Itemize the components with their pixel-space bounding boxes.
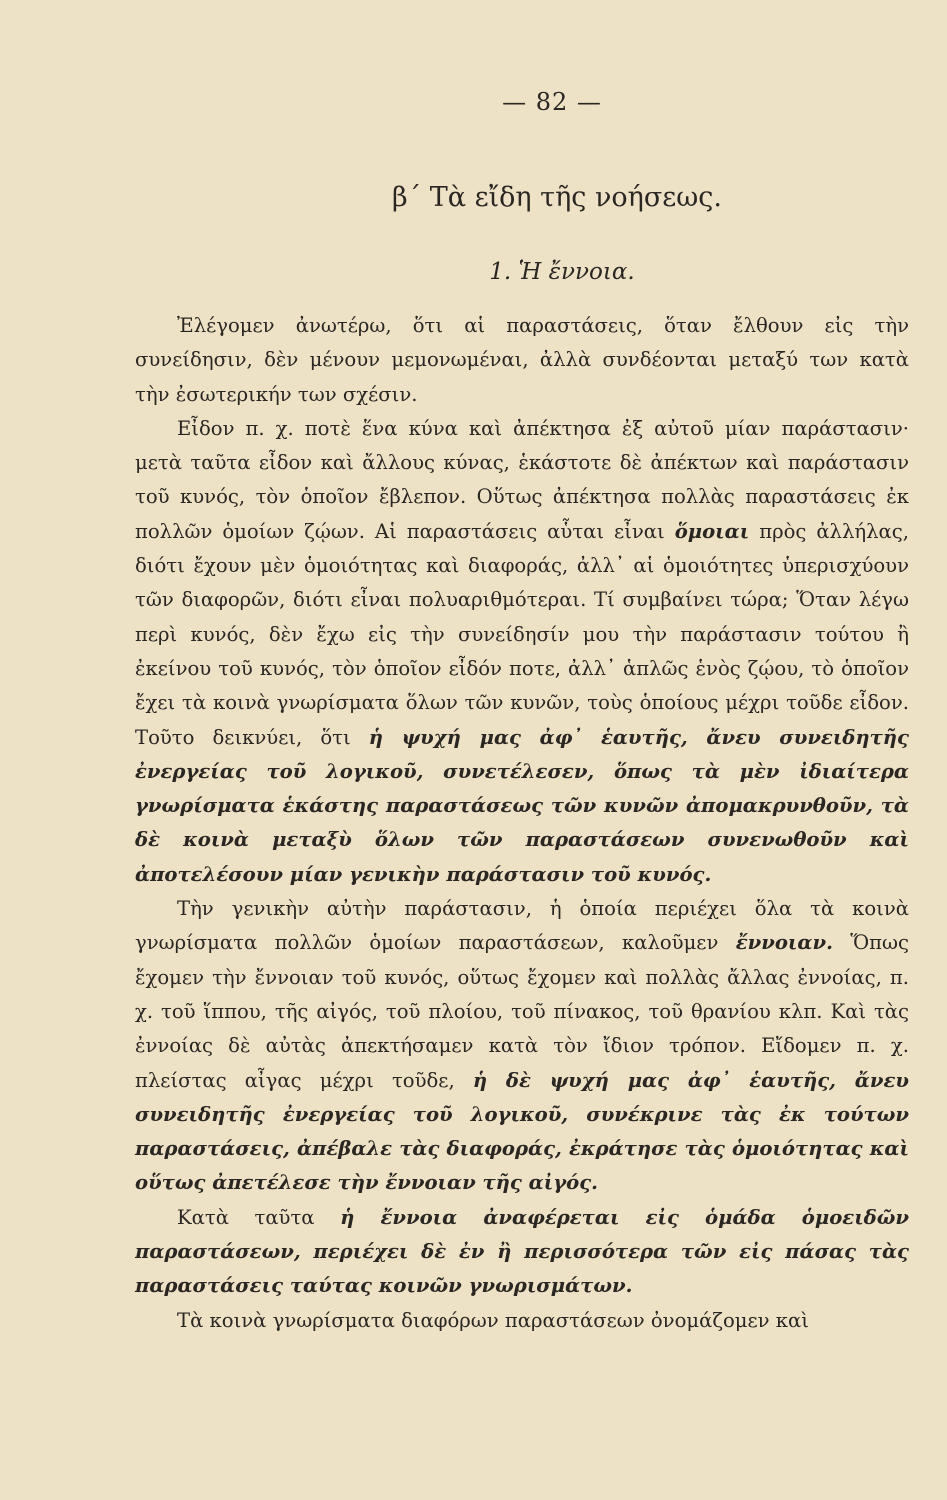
paragraph-2: [135, 412, 909, 892]
text-run: Ἐλέγομεν ἀνωτέρω, ὅτι αἱ παραστάσεις, ὅταν ἔλθουν εἰς τὴν συνείδησιν, δὲν μένουν μεμονωμέναι, ἀλλὰ συνδέονται μεταξύ των κατὰ τὴν ἐσωτερικήν των σχέσιν.: [135, 314, 909, 406]
subsection-title: 1. Ἡ ἔννοια.: [489, 259, 635, 285]
text-run: Ὅπως ἔχομεν τὴν ἔννοιαν τοῦ κυνός, οὕτως ἔχομεν καὶ πολλὰς ἄλλας ἐννοίας, π. χ. τοῦ ἵππου, τῆς αἰγός, τοῦ πλοίου, τοῦ πίνακος, τοῦ θρανίου κλπ. Καὶ τὰς ἐννοίας δὲ αὐτὰς ἀπεκτήσαμεν κατὰ τὸν ἴδιον τρόπον. Εἴδομεν π. χ. πλείστας αἶγας μέχρι τοῦδε,: [135, 931, 909, 1092]
section-title: β΄ Τὰ εἴδη τῆς νοήσεως.: [392, 182, 722, 213]
text-run: Κατὰ ταῦτα: [177, 1205, 341, 1229]
emphasized-text-run: ὅμοιαι: [674, 519, 750, 543]
emphasized-text-run: ἡ ψυχή μας ἀφ᾽ ἑαυτῆς, ἄνευ συνειδητῆς ἐνεργείας τοῦ λογικοῦ, συνετέλεσεν, ὅπως τὰ μὲν ἰδιαίτερα γνωρίσματα ἑκάστης παραστάσεως τῶν κυνῶν ἀπομακρυνθοῦν, τὰ δὲ κοινὰ μεταξὺ ὅλων τῶν παραστάσεων συνενωθοῦν καὶ ἀποτελέσουν μίαν γενικὴν παράστασιν τοῦ κυνός.: [135, 725, 909, 886]
emphasized-text-run: ἔννοιαν.: [735, 931, 833, 955]
paragraph-4: [135, 1201, 909, 1304]
emphasized-text-run: ἡ δὲ ψυχή μας ἀφ᾽ ἑαυτῆς, ἄνευ συνειδητῆς ἐνεργείας τοῦ λογικοῦ, συνέκρινε τὰς ἐκ τούτων παραστάσεις, ἀπέβαλε τὰς διαφοράς, ἐκράτησε τὰς ὁμοιότητας καὶ οὕτως ἀπετέλεσε τὴν ἔννοιαν τῆς αἰγός.: [135, 1068, 909, 1195]
emphasized-text-run: ἡ ἔννοια ἀναφέρεται εἰς ὁμάδα ὁμοειδῶν παραστάσεων, περιέχει δὲ ἐν ἢ περισσότερα τῶν εἰς πάσας τὰς παραστάσεις ταύτας κοινῶν γνωρισμάτων.: [135, 1205, 909, 1298]
body-text: [135, 309, 909, 1338]
paragraph-1: [135, 309, 909, 412]
text-run: πρὸς ἀλλήλας, διότι ἔχουν μὲν ὁμοιότητας καὶ διαφοράς, ἀλλ᾽ αἱ ὁμοιότητες ὑπερισχύουν τῶν διαφορῶν, διότι εἶναι πολυαριθμότεραι. Τί συμβαίνει τώρα; Ὅταν λέγω περὶ κυνός, δὲν ἔχω εἰς τὴν συνείδησίν μου τὴν παράστασιν τούτου ἢ ἐκείνου τοῦ κυνός, τὸν ὁποῖον εἶδόν ποτε, ἀλλ᾽ ἁπλῶς ἑνὸς ζῴου, τὸ ὁποῖον ἔχει τὰ κοινὰ γνωρίσματα ὅλων τῶν κυνῶν, τοὺς ὁποίους μέχρι τοῦδε εἶδον. Τοῦτο δεικνύει, ὅτι: [135, 519, 909, 749]
text-run: Εἶδον π. χ. ποτὲ ἕνα κύνα καὶ ἀπέκτησα ἐξ αὐτοῦ μίαν παράστασιν· μετὰ ταῦτα εἶδον καὶ ἄλλους κύνας, ἑκάστοτε δὲ ἀπέκτων καὶ παράστασιν τοῦ κυνός, τὸν ὁποῖον ἔβλεπον. Οὕτως ἀπέκτησα πολλὰς παραστάσεις ἐκ πολλῶν ὁμοίων ζῴων. Αἱ παραστάσεις αὗται εἶναι: [135, 416, 909, 543]
text-run: Τὴν γενικὴν αὐτὴν παράστασιν, ἡ ὁποία περιέχει ὅλα τὰ κοινὰ γνωρίσματα πολλῶν ὁμοίων παραστάσεων, καλοῦμεν: [135, 897, 909, 955]
text-run: Τὰ κοινὰ γνωρίσματα διαφόρων παραστάσεων ὀνομάζομεν καὶ: [177, 1308, 809, 1332]
paragraph-5: [135, 1304, 909, 1338]
paragraph-3: [135, 892, 909, 1201]
page-number: — 82 —: [502, 88, 602, 116]
